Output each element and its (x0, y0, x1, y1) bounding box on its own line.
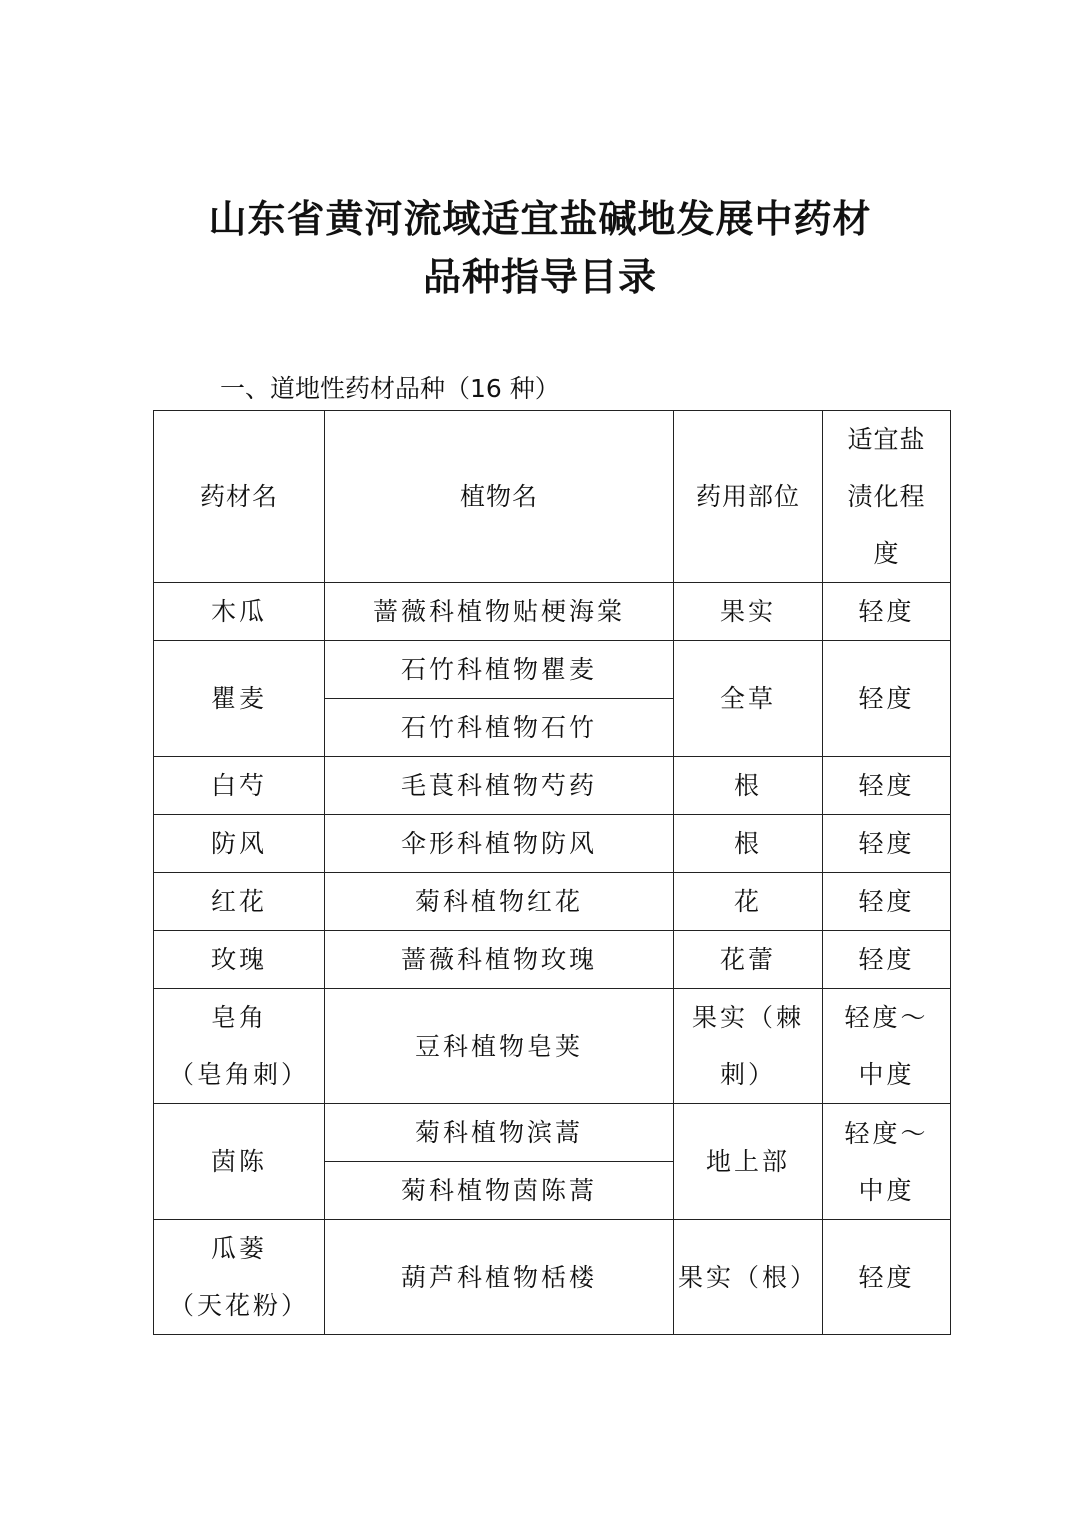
cell-medicinal-part: 地上部 (674, 1104, 823, 1220)
cell-salinity-tolerance: 轻度～ 中度 (823, 989, 951, 1104)
table-row (154, 641, 951, 699)
table-header-row (154, 411, 951, 583)
cell-medicine-name: 防风 (154, 815, 325, 873)
cell-plant-name: 葫芦科植物栝楼 (325, 1220, 674, 1335)
cell-medicine-name: 白芍 (154, 757, 325, 815)
table-row (154, 873, 951, 931)
cell-medicine-name: 木瓜 (154, 583, 325, 641)
cell-medicinal-part: 全草 (674, 641, 823, 757)
table-row (154, 583, 951, 641)
cell-salinity-tolerance: 轻度 (823, 873, 951, 931)
cell-plant-name: 蔷薇科植物玫瑰 (325, 931, 674, 989)
cell-salinity-tolerance: 轻度～ 中度 (823, 1104, 951, 1220)
cell-medicine-name: 瞿麦 (154, 641, 325, 757)
cell-salinity-tolerance: 轻度 (823, 583, 951, 641)
document-title-line1: 山东省黄河流域适宜盐碱地发展中药材 (208, 197, 872, 241)
cell-medicine-name: 红花 (154, 873, 325, 931)
cell-medicine-name: 玫瑰 (154, 931, 325, 989)
cell-medicine-name: 瓜蒌 （天花粉） (154, 1220, 325, 1335)
cell-plant-name: 菊科植物红花 (325, 873, 674, 931)
cell-salinity-tolerance: 轻度 (823, 641, 951, 757)
cell-medicinal-part: 果实（棘 刺） (674, 989, 823, 1104)
cell-plant-name: 蔷薇科植物贴梗海棠 (325, 583, 674, 641)
header-plant-name: 植物名 (325, 411, 674, 583)
cell-medicinal-part: 根 (674, 757, 823, 815)
cell-plant-name: 菊科植物茵陈蒿 (325, 1162, 674, 1220)
cell-medicinal-part: 花 (674, 873, 823, 931)
cell-plant-name: 伞形科植物防风 (325, 815, 674, 873)
cell-medicinal-part: 果实 (674, 583, 823, 641)
cell-plant-name: 石竹科植物石竹 (325, 699, 674, 757)
cell-salinity-tolerance: 轻度 (823, 931, 951, 989)
header-salinity-tolerance: 适宜盐 渍化程 度 (823, 411, 951, 583)
cell-medicine-name: 茵陈 (154, 1104, 325, 1220)
table-row (154, 815, 951, 873)
cell-medicinal-part: 花蕾 (674, 931, 823, 989)
cell-salinity-tolerance: 轻度 (823, 1220, 951, 1335)
cell-plant-name: 毛茛科植物芍药 (325, 757, 674, 815)
table-row (154, 989, 951, 1104)
table-row (154, 1104, 951, 1162)
header-medicine-name: 药材名 (154, 411, 325, 583)
cell-medicine-name: 皂角 （皂角刺） (154, 989, 325, 1104)
cell-medicinal-part: 果实（根） (674, 1220, 823, 1335)
table-row (154, 931, 951, 989)
cell-plant-name: 石竹科植物瞿麦 (325, 641, 674, 699)
medicine-catalog-table (153, 410, 951, 1335)
cell-salinity-tolerance: 轻度 (823, 757, 951, 815)
cell-plant-name: 菊科植物滨蒿 (325, 1104, 674, 1162)
section-heading: 一、道地性药材品种（16 种） (220, 374, 560, 403)
table-row (154, 1220, 951, 1335)
header-medicinal-part: 药用部位 (674, 411, 823, 583)
table-row (154, 757, 951, 815)
cell-plant-name: 豆科植物皂荚 (325, 989, 674, 1104)
document-title-line2: 品种指导目录 (422, 255, 657, 299)
cell-salinity-tolerance: 轻度 (823, 815, 951, 873)
cell-medicinal-part: 根 (674, 815, 823, 873)
